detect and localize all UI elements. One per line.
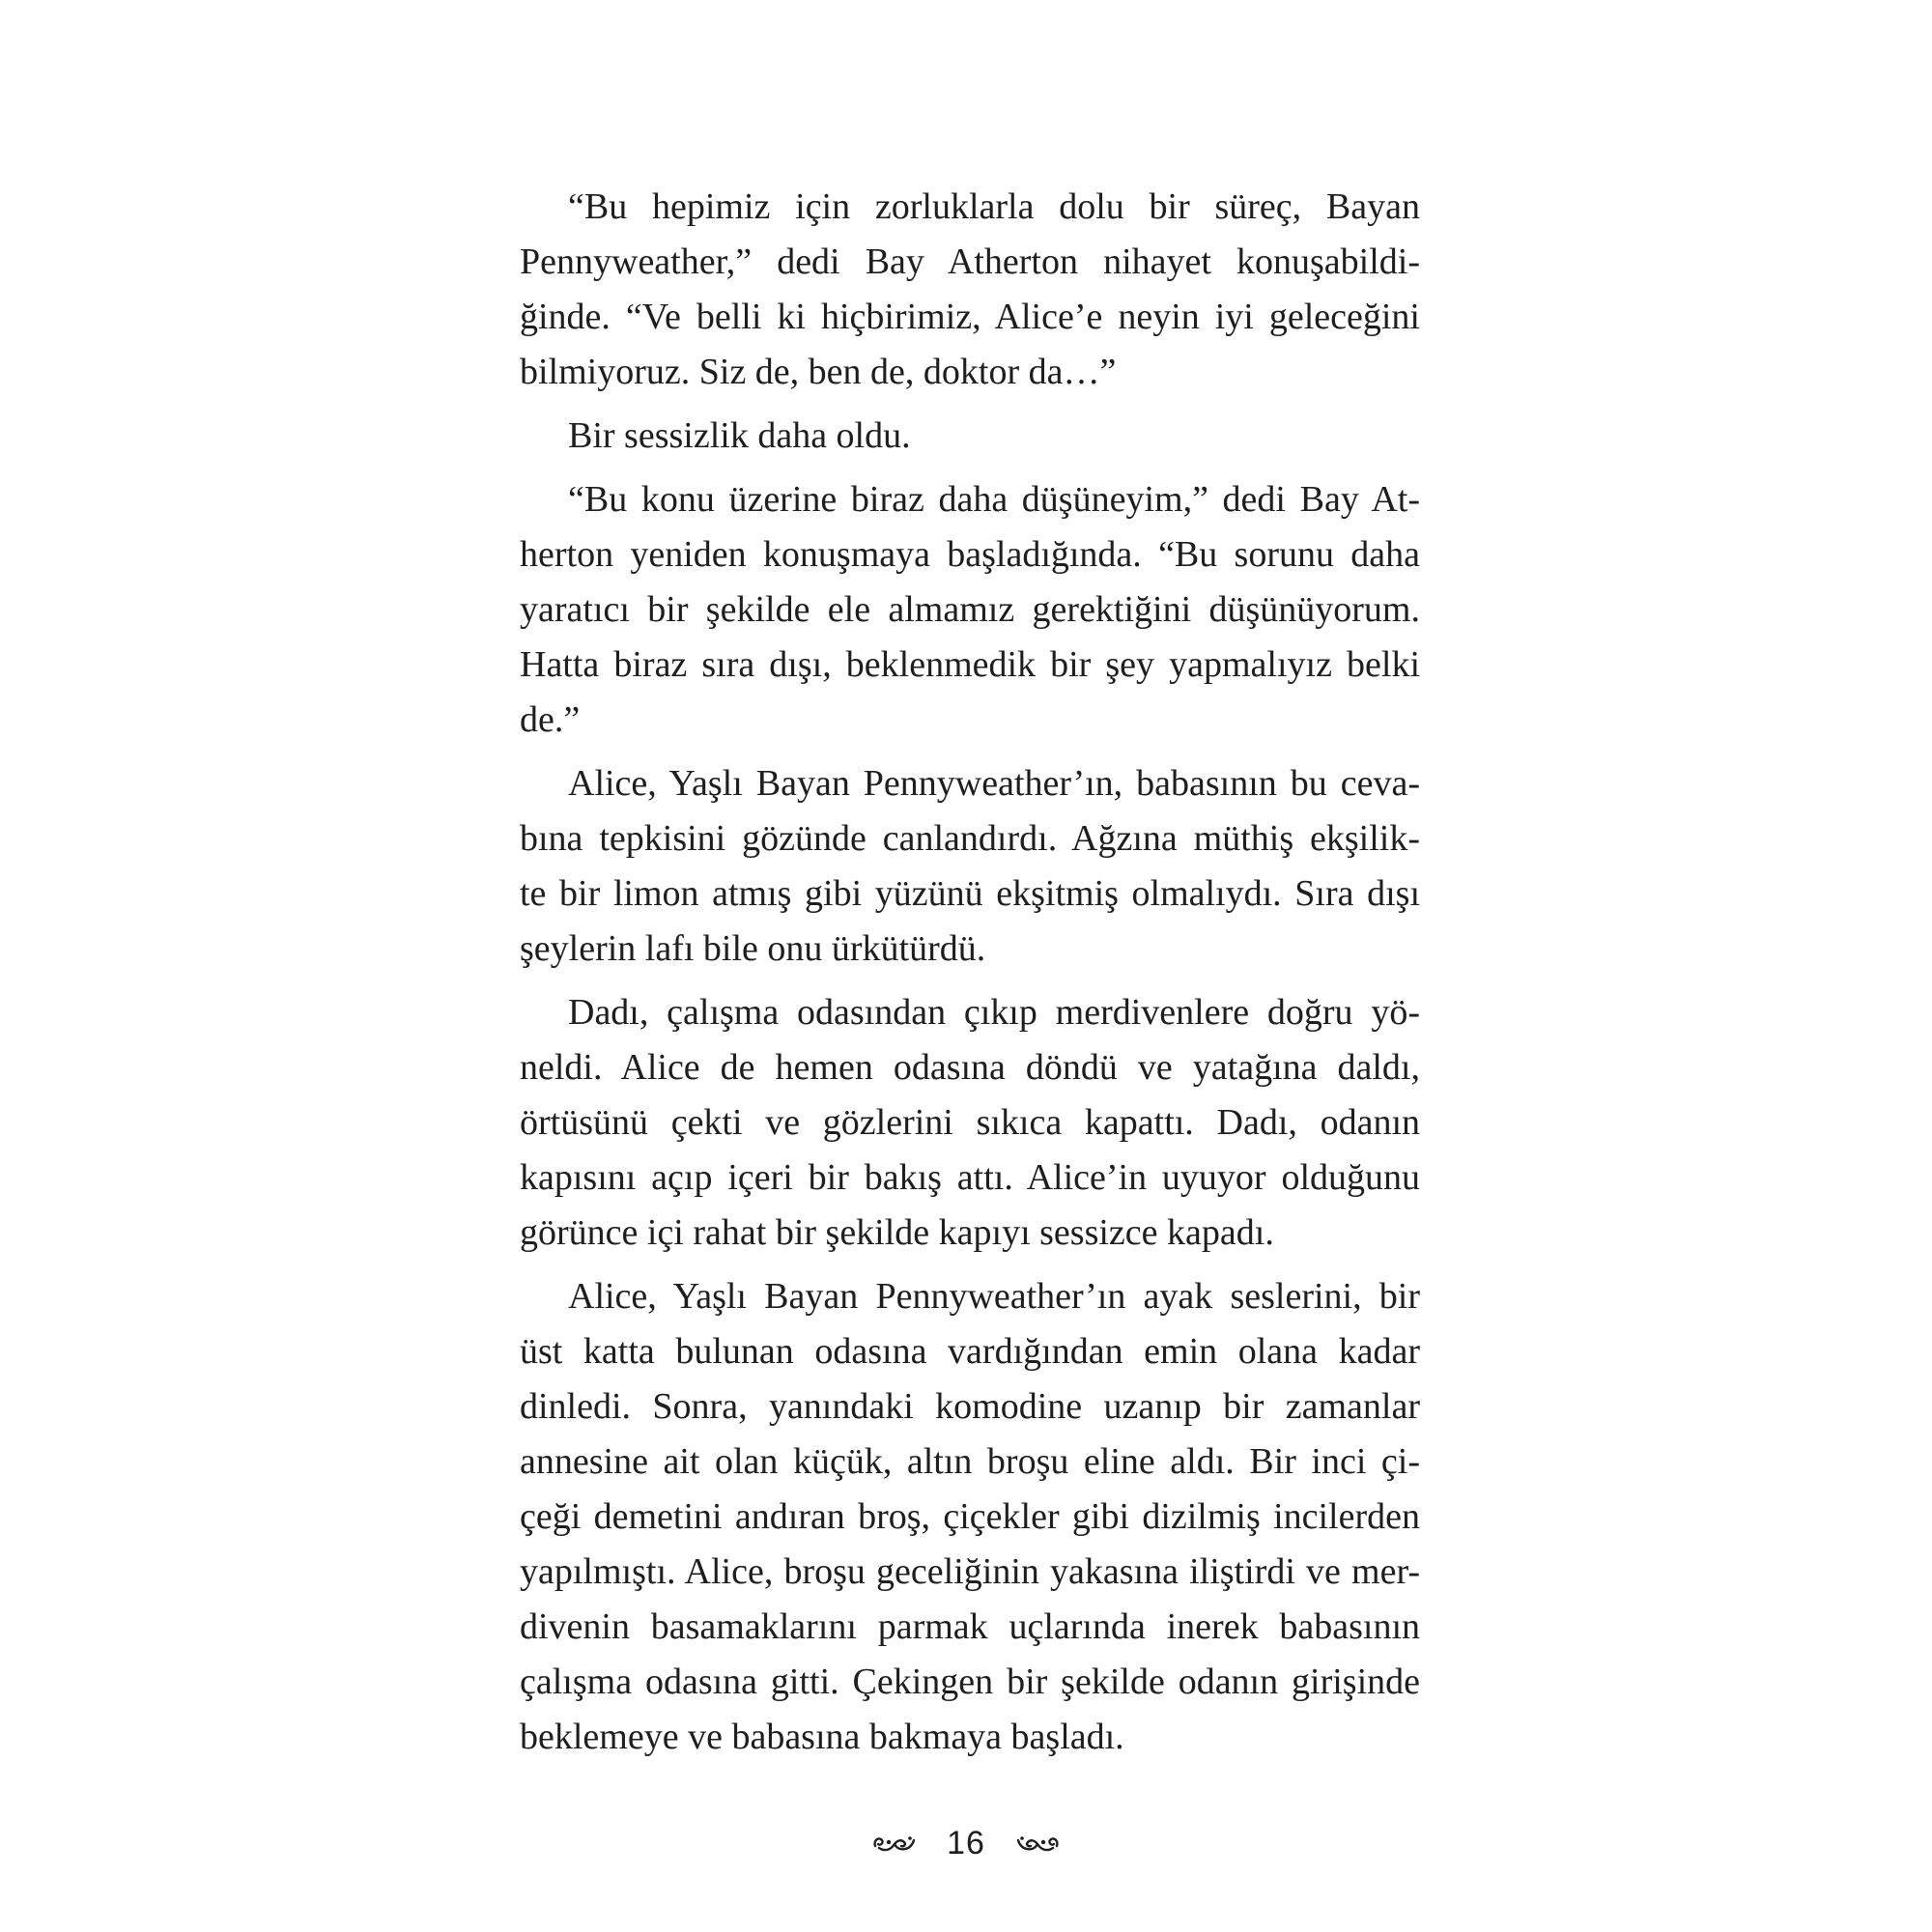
text-line: Dadı, çalışma odasından çıkıp merdivenlere doğru yö- [568,992,1420,1033]
text-line: bilmiyoruz. Siz de, ben de, doktor da…” [520,352,1117,392]
paragraph [520,985,1420,1261]
text-line: te bir limon atmış gibi yüzünü ekşitmiş olmalıydı. Sıra dışı [520,873,1420,914]
text-line: çalışma odasına gitti. Çekingen bir şekilde odanın girişinde [520,1662,1420,1702]
body-text [520,180,1420,1774]
text-line: dinledi. Sonra, yanındaki komodine uzanıp bir zamanlar [520,1386,1420,1427]
text-line: Pennyweather,” dedi Bay Atherton nihayet konuşabildi- [520,242,1420,282]
text-line: bına tepkisini gözünde canlandırdı. Ağzına müthiş ekşilik- [520,818,1420,859]
text-line: Alice, Yaşlı Bayan Pennyweather’ın, babasının bu ceva- [568,763,1420,804]
flourish-left-icon [871,1831,918,1856]
text-line: de.” [520,699,581,740]
paragraph [520,409,1420,464]
text-line: çeği demetini andıran broş, çiçekler gibi dizilmiş incilerden [520,1496,1420,1537]
text-line: görünce içi rahat bir şekilde kapıyı sessizce kapadı. [520,1212,1274,1253]
text-line: örtüsünü çekti ve gözlerini sıkıca kapattı. Dadı, odanın [520,1102,1420,1143]
text-line: neldi. Alice de hemen odasına döndü ve yatağına daldı, [520,1047,1420,1088]
text-line: yaratıcı bir şekilde ele almamız gerektiğini düşünüyorum. [520,589,1420,630]
text-line: ğinde. “Ve belli ki hiçbirimiz, Alice’e neyin iyi geleceğini [520,297,1420,337]
text-line: şeylerin lafı bile onu ürkütürdü. [520,928,986,969]
text-line: beklemeye ve babasına bakmaya başladı. [520,1717,1124,1757]
paragraph [520,472,1420,748]
paragraph [520,180,1420,400]
text-line: herton yeniden konuşmaya başladığında. “Bu sorunu daha [520,534,1420,575]
paragraph [520,1269,1420,1765]
text-line: kapısını açıp içeri bir bakış attı. Alice’in uyuyor olduğunu [520,1157,1420,1198]
text-line: annesine ait olan küçük, altın broşu eline aldı. Bir inci çi- [520,1441,1420,1482]
flourish-right-icon [1014,1831,1061,1856]
paragraph [520,756,1420,977]
text-line: divenin basamaklarını parmak uçlarında inerek babasının [520,1606,1420,1647]
text-line: Alice, Yaşlı Bayan Pennyweather’ın ayak seslerini, bir [568,1276,1420,1317]
text-line: yapılmıştı. Alice, broşu geceliğinin yakasına iliştirdi ve mer- [520,1551,1420,1592]
text-line: üst katta bulunan odasına vardığından emin olana kadar [520,1331,1420,1372]
page-footer [869,1816,1063,1870]
page-number: 16 [947,1824,985,1861]
text-line: Hatta biraz sıra dışı, beklenmedik bir şey yapmalıyız belki [520,644,1420,685]
text-line: “Bu konu üzerine biraz daha düşüneyim,” dedi Bay At- [568,479,1420,520]
text-line: Bir sessizlik daha oldu. [568,415,911,456]
text-line: “Bu hepimiz için zorluklarla dolu bir süreç, Bayan [568,186,1420,227]
